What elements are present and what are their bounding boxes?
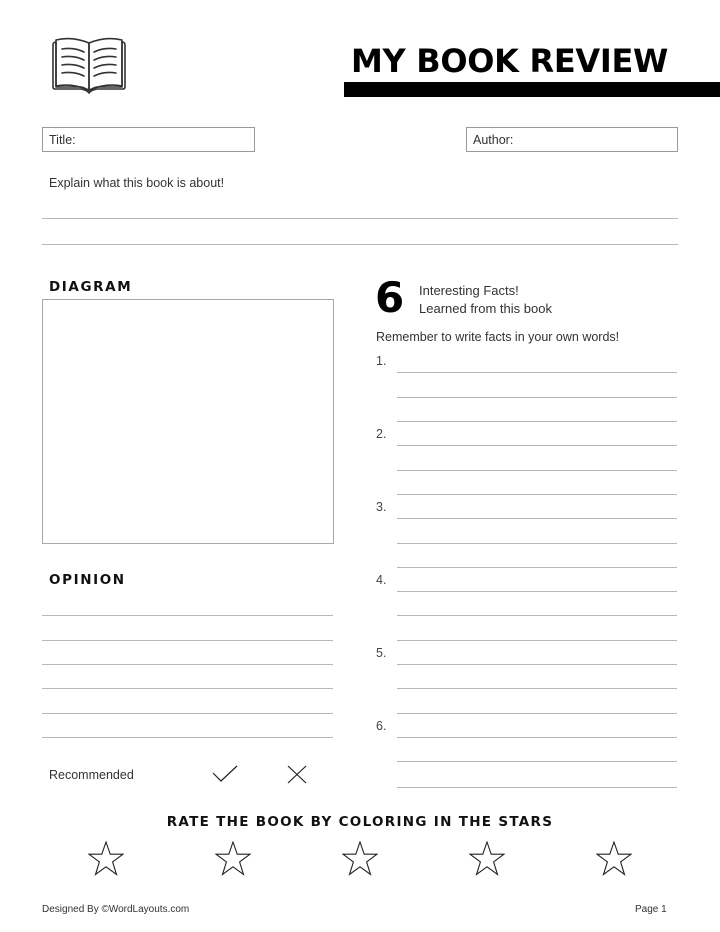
star-outline-icon[interactable] — [596, 841, 632, 877]
author-field[interactable] — [466, 127, 678, 152]
opinion-heading: OPINION — [49, 572, 126, 588]
fact-2-line-3[interactable] — [397, 494, 677, 495]
facts-reminder: Remember to write facts in your own words! — [376, 330, 620, 344]
fact-6-line-1[interactable] — [397, 737, 677, 738]
fact-2-line-1[interactable] — [397, 445, 677, 446]
fact-5-line-1[interactable] — [397, 664, 677, 665]
fact-6-line-3[interactable] — [397, 787, 677, 788]
fact-number-5: 5. — [376, 646, 387, 660]
facts-count: 6 — [375, 273, 405, 322]
fact-5-line-2[interactable] — [397, 688, 677, 689]
fact-1-line-1[interactable] — [397, 372, 677, 373]
opinion-writing-line-4[interactable] — [42, 688, 333, 689]
opinion-writing-line-5[interactable] — [42, 713, 333, 714]
facts-subtitle-1: Interesting Facts! — [419, 283, 519, 298]
fact-5-line-3[interactable] — [397, 713, 677, 714]
fact-number-6: 6. — [376, 719, 387, 733]
star-outline-icon[interactable] — [469, 841, 505, 877]
about-prompt: Explain what this book is about! — [49, 176, 225, 190]
recommended-label: Recommended — [49, 768, 134, 782]
opinion-writing-line-3[interactable] — [42, 664, 333, 665]
fact-4-line-3[interactable] — [397, 640, 677, 641]
opinion-writing-line-2[interactable] — [42, 640, 333, 641]
fact-number-4: 4. — [376, 573, 387, 587]
fact-3-line-3[interactable] — [397, 567, 677, 568]
fact-number-2: 2. — [376, 427, 387, 441]
star-outline-icon[interactable] — [215, 841, 251, 877]
title-underline-bar — [344, 82, 720, 97]
star-outline-icon[interactable] — [88, 841, 124, 877]
fact-1-line-3[interactable] — [397, 421, 677, 422]
fact-4-line-1[interactable] — [397, 591, 677, 592]
footer-credit: Designed By ©WordLayouts.com — [42, 904, 190, 915]
about-writing-line-1[interactable] — [42, 218, 678, 219]
fact-3-line-1[interactable] — [397, 518, 677, 519]
diagram-drawing-area[interactable] — [42, 299, 334, 544]
author-label: Author: — [473, 133, 514, 147]
fact-4-line-2[interactable] — [397, 615, 677, 616]
fact-1-line-2[interactable] — [397, 397, 677, 398]
about-writing-line-2[interactable] — [42, 244, 678, 245]
fact-number-1: 1. — [376, 354, 387, 368]
opinion-writing-line-6[interactable] — [42, 737, 333, 738]
open-book-icon — [47, 33, 131, 95]
title-label: Title: — [49, 133, 76, 147]
title-field[interactable] — [42, 127, 255, 152]
fact-number-3: 3. — [376, 500, 387, 514]
diagram-heading: DIAGRAM — [49, 279, 133, 295]
fact-3-line-2[interactable] — [397, 543, 677, 544]
page-title: MY BOOK REVIEW — [351, 42, 669, 80]
opinion-writing-line-1[interactable] — [42, 615, 333, 616]
cross-icon[interactable] — [287, 765, 307, 784]
page-number: Page 1 — [635, 904, 667, 915]
fact-6-line-2[interactable] — [397, 761, 677, 762]
star-outline-icon[interactable] — [342, 841, 378, 877]
rating-heading: RATE THE BOOK BY COLORING IN THE STARS — [166, 814, 554, 830]
facts-subtitle-2: Learned from this book — [419, 301, 552, 316]
fact-2-line-2[interactable] — [397, 470, 677, 471]
check-icon[interactable] — [212, 765, 238, 783]
